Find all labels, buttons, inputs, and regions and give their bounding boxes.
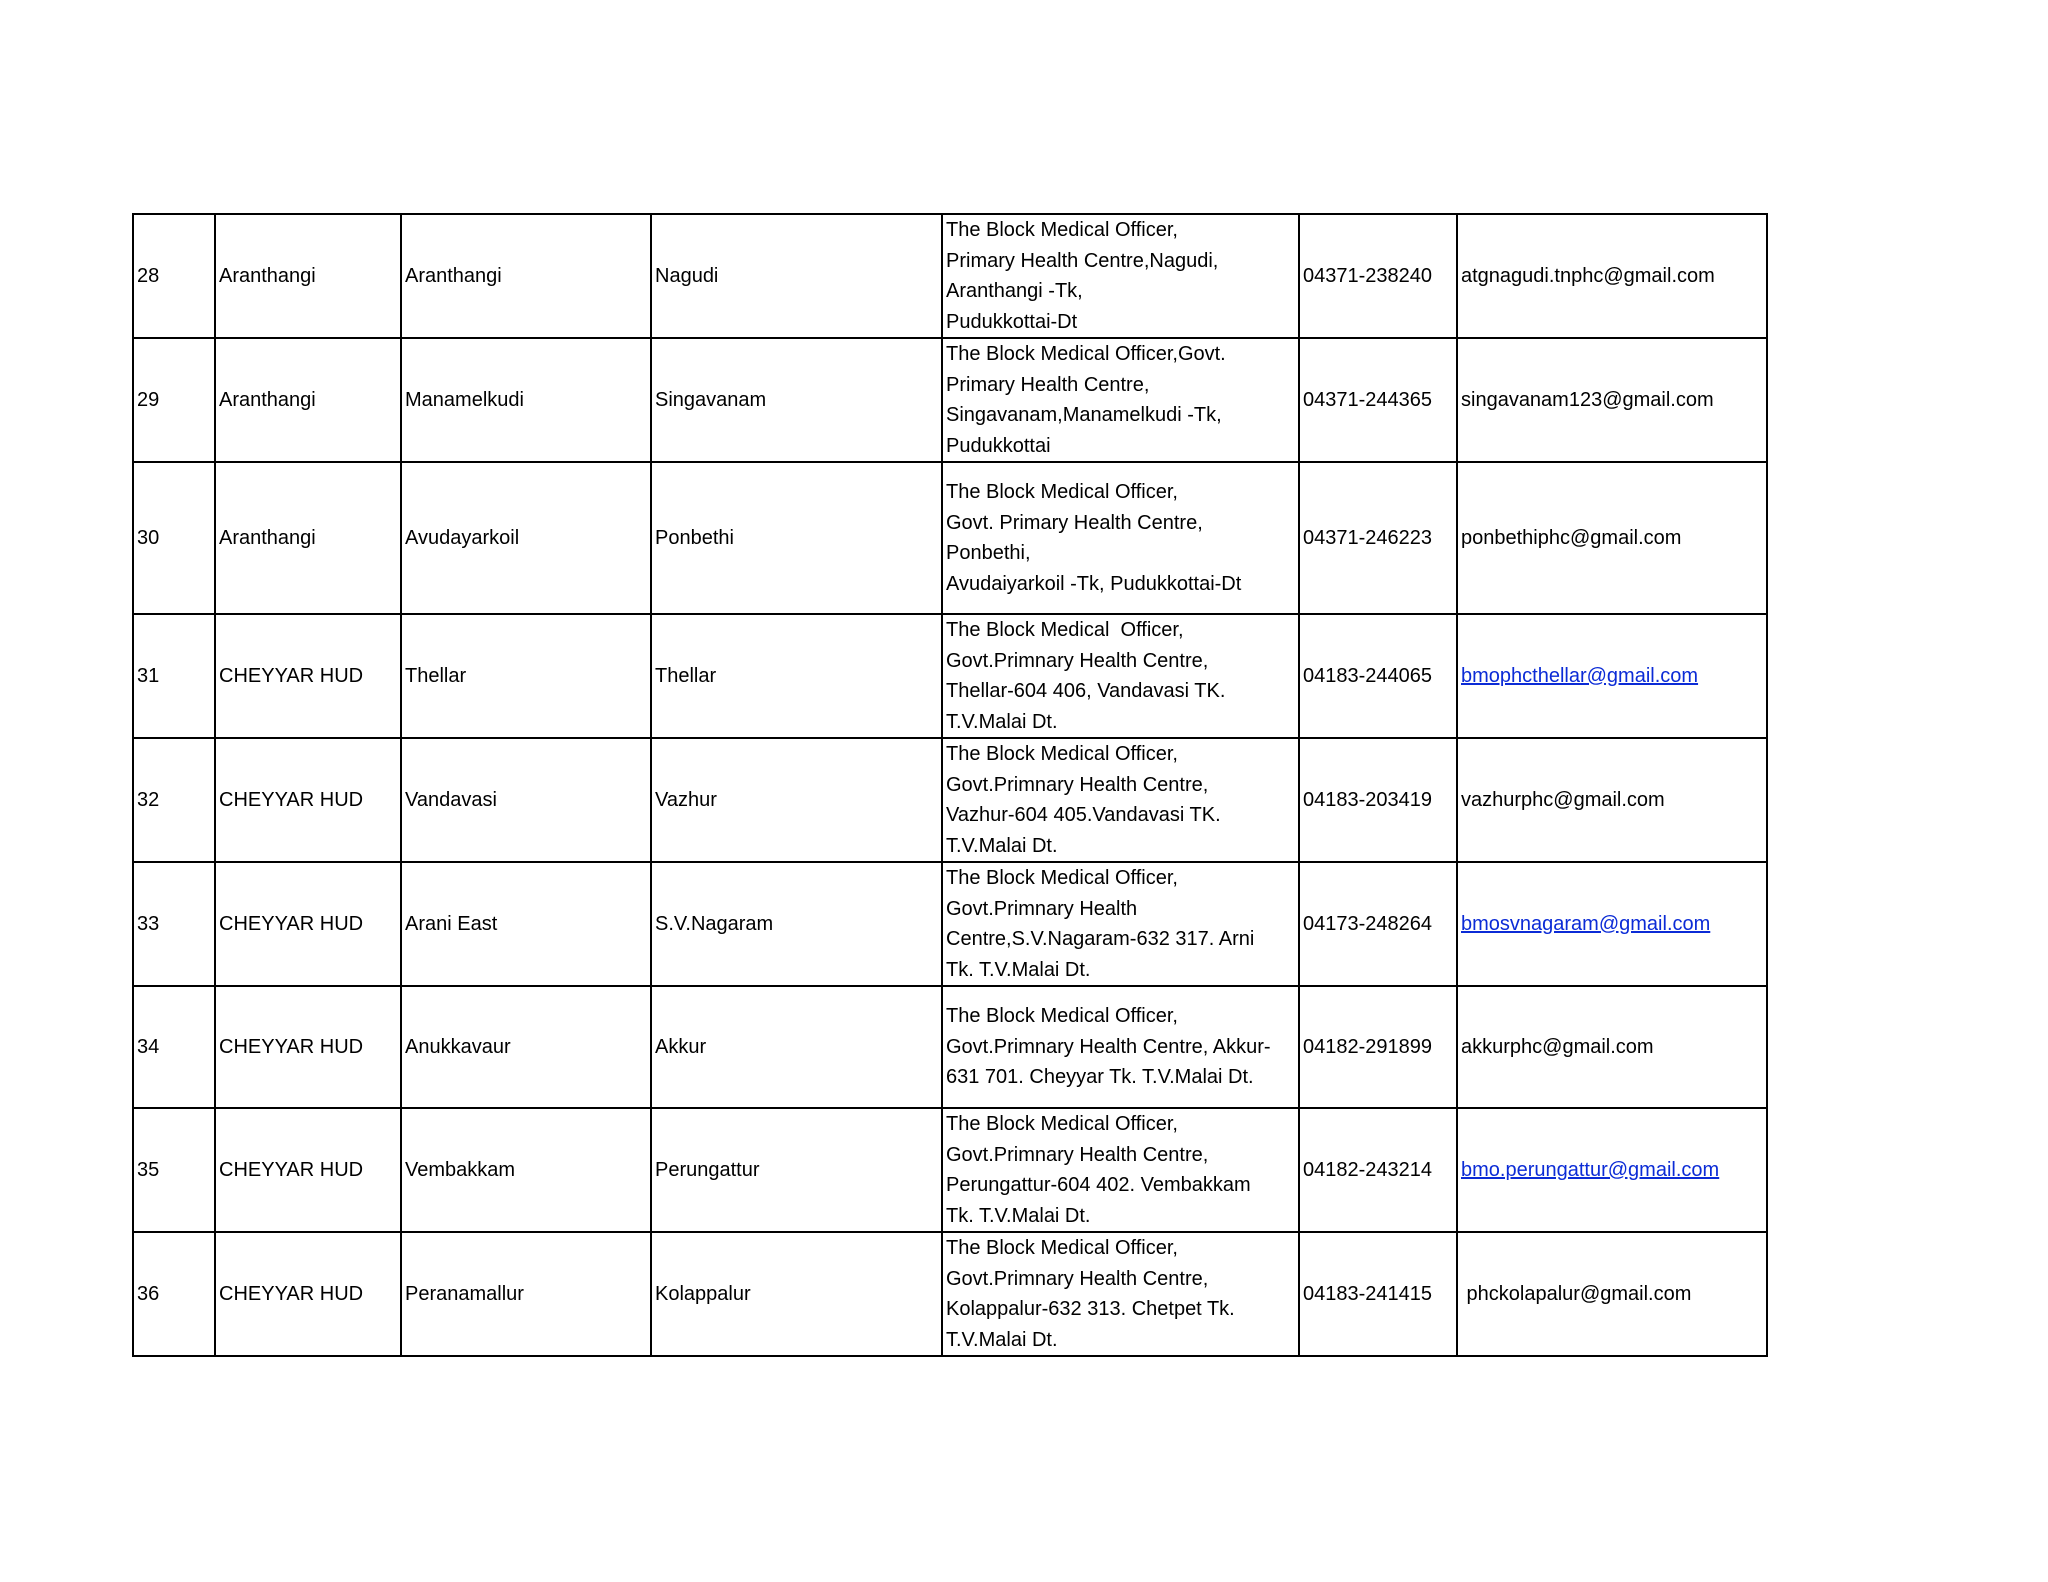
phc-name: Perungattur bbox=[651, 1108, 942, 1232]
officer-address: The Block Medical Officer, Govt. Primary Health Centre, Ponbethi, Avudaiyarkoil -Tk, Pudukkottai-Dt bbox=[942, 462, 1299, 614]
row-number: 31 bbox=[133, 614, 215, 738]
phc-name: Singavanam bbox=[651, 338, 942, 462]
phone-number: 04173-248264 bbox=[1299, 862, 1457, 986]
block-name: Aranthangi bbox=[401, 214, 651, 338]
hud-name: Aranthangi bbox=[215, 338, 401, 462]
row-number: 29 bbox=[133, 338, 215, 462]
row-number: 35 bbox=[133, 1108, 215, 1232]
officer-address: The Block Medical Officer, Primary Health Centre,Nagudi, Aranthangi -Tk, Pudukkottai-Dt bbox=[942, 214, 1299, 338]
phone-number: 04183-244065 bbox=[1299, 614, 1457, 738]
block-name: Peranamallur bbox=[401, 1232, 651, 1356]
email-cell bbox=[1457, 1232, 1767, 1356]
email-cell bbox=[1457, 462, 1767, 614]
phc-name: Akkur bbox=[651, 986, 942, 1108]
email-text: ponbethiphc@gmail.com bbox=[1461, 526, 1682, 549]
officer-address: The Block Medical Officer, Govt.Primnary Health Centre, Kolappalur-632 313. Chetpet Tk. T.V.Malai Dt. bbox=[942, 1232, 1299, 1356]
row-number: 30 bbox=[133, 462, 215, 614]
block-name: Vembakkam bbox=[401, 1108, 651, 1232]
email-link[interactable]: bmophcthellar@gmail.com bbox=[1461, 664, 1699, 687]
phone-number: 04371-246223 bbox=[1299, 462, 1457, 614]
phc-name: Vazhur bbox=[651, 738, 942, 862]
table-row bbox=[133, 338, 1767, 462]
email-text: singavanam123@gmail.com bbox=[1461, 388, 1714, 411]
table-body bbox=[133, 214, 1767, 1356]
table-row bbox=[133, 462, 1767, 614]
block-name: Anukkavaur bbox=[401, 986, 651, 1108]
hud-name: Aranthangi bbox=[215, 462, 401, 614]
phone-number: 04182-291899 bbox=[1299, 986, 1457, 1108]
block-name: Vandavasi bbox=[401, 738, 651, 862]
email-cell bbox=[1457, 986, 1767, 1108]
phc-name: Nagudi bbox=[651, 214, 942, 338]
hud-name: Aranthangi bbox=[215, 214, 401, 338]
phone-number: 04183-241415 bbox=[1299, 1232, 1457, 1356]
block-name: Avudayarkoil bbox=[401, 462, 651, 614]
table-row bbox=[133, 614, 1767, 738]
block-name: Manamelkudi bbox=[401, 338, 651, 462]
email-cell[interactable] bbox=[1457, 1108, 1767, 1232]
row-number: 28 bbox=[133, 214, 215, 338]
hud-name: CHEYYAR HUD bbox=[215, 738, 401, 862]
phone-number: 04371-244365 bbox=[1299, 338, 1457, 462]
email-cell bbox=[1457, 214, 1767, 338]
email-text: vazhurphc@gmail.com bbox=[1461, 788, 1665, 811]
row-number: 33 bbox=[133, 862, 215, 986]
block-name: Arani East bbox=[401, 862, 651, 986]
email-cell bbox=[1457, 738, 1767, 862]
table-row bbox=[133, 986, 1767, 1108]
email-cell bbox=[1457, 338, 1767, 462]
officer-address: The Block Medical Officer, Govt.Primnary Health Centre, Vazhur-604 405.Vandavasi TK. T.V.Malai Dt. bbox=[942, 738, 1299, 862]
email-cell[interactable] bbox=[1457, 614, 1767, 738]
officer-address: The Block Medical Officer, Govt.Primnary Health Centre,S.V.Nagaram-632 317. Arni Tk. T.V.Malai Dt. bbox=[942, 862, 1299, 986]
phc-name: Thellar bbox=[651, 614, 942, 738]
officer-address: The Block Medical Officer,Govt. Primary Health Centre, Singavanam,Manamelkudi -Tk, Pudukkottai bbox=[942, 338, 1299, 462]
email-link[interactable]: bmo.perungattur@gmail.com bbox=[1461, 1158, 1720, 1181]
email-link[interactable]: bmosvnagaram@gmail.com bbox=[1461, 912, 1711, 935]
block-name: Thellar bbox=[401, 614, 651, 738]
phc-name: S.V.Nagaram bbox=[651, 862, 942, 986]
row-number: 36 bbox=[133, 1232, 215, 1356]
email-text: akkurphc@gmail.com bbox=[1461, 1035, 1654, 1058]
officer-address: The Block Medical Officer, Govt.Primnary Health Centre, Perungattur-604 402. Vembakkam Tk. T.V.Malai Dt. bbox=[942, 1108, 1299, 1232]
email-cell[interactable] bbox=[1457, 862, 1767, 986]
hud-name: CHEYYAR HUD bbox=[215, 862, 401, 986]
phc-contact-table bbox=[132, 213, 1768, 1357]
phone-number: 04182-243214 bbox=[1299, 1108, 1457, 1232]
table-row bbox=[133, 1108, 1767, 1232]
hud-name: CHEYYAR HUD bbox=[215, 614, 401, 738]
phc-name: Kolappalur bbox=[651, 1232, 942, 1356]
officer-address: The Block Medical Officer, Govt.Primnary Health Centre, Akkur- 631 701. Cheyyar Tk. T.V.Malai Dt. bbox=[942, 986, 1299, 1108]
phone-number: 04183-203419 bbox=[1299, 738, 1457, 862]
table-row bbox=[133, 862, 1767, 986]
hud-name: CHEYYAR HUD bbox=[215, 1108, 401, 1232]
table-row bbox=[133, 738, 1767, 862]
phone-number: 04371-238240 bbox=[1299, 214, 1457, 338]
row-number: 34 bbox=[133, 986, 215, 1108]
email-text: atgnagudi.tnphc@gmail.com bbox=[1461, 264, 1715, 287]
email-text: phckolapalur@gmail.com bbox=[1461, 1282, 1692, 1305]
phc-name: Ponbethi bbox=[651, 462, 942, 614]
row-number: 32 bbox=[133, 738, 215, 862]
table-row bbox=[133, 1232, 1767, 1356]
hud-name: CHEYYAR HUD bbox=[215, 1232, 401, 1356]
hud-name: CHEYYAR HUD bbox=[215, 986, 401, 1108]
table-row bbox=[133, 214, 1767, 338]
officer-address: The Block Medical Officer, Govt.Primnary Health Centre, Thellar-604 406, Vandavasi TK. T.V.Malai Dt. bbox=[942, 614, 1299, 738]
